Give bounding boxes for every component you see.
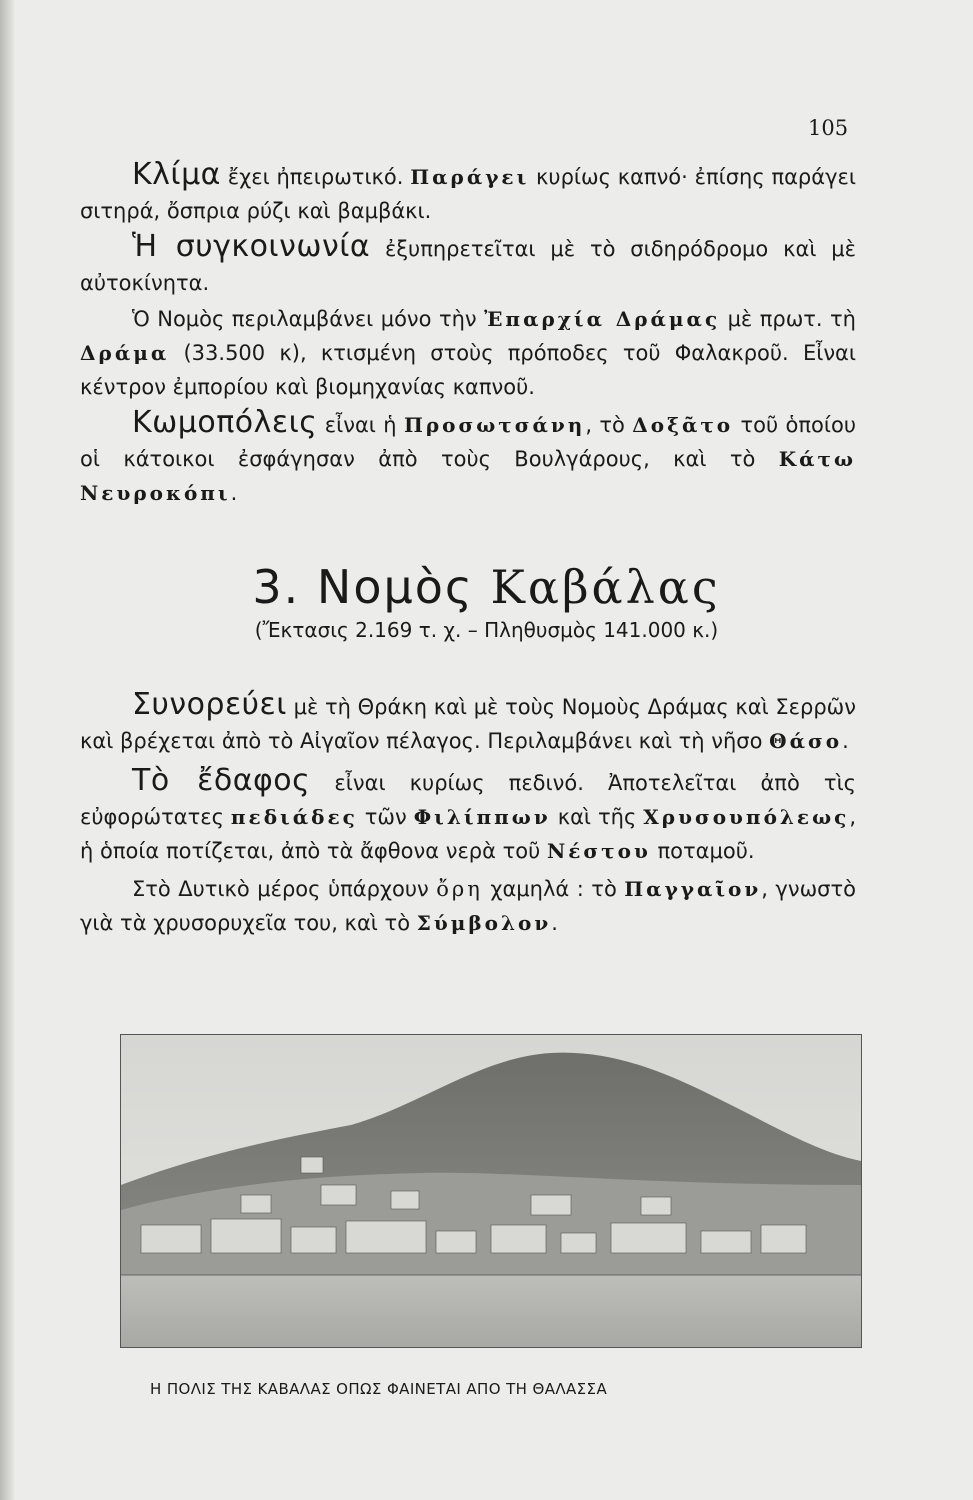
section-title-kavala: Καβάλας: [490, 560, 721, 614]
paragraph-climate: Κλίμα ἔχει ἠπειρωτικό. Παράγει κυρίως καπνό· ἐπίσης παράγει σιτηρά, ὄσπρια ρύζι καὶ βαμβάκι.: [80, 157, 856, 223]
section-number: 3.: [252, 560, 301, 614]
emph-drama: Δράμα: [80, 341, 170, 365]
emph-philippi: Φιλίππων: [413, 805, 551, 829]
paragraph-towns: Κωμοπόλεις εἶναι ἡ Προσωτσάνη, τὸ Δοξᾶτο τοῦ ὁποίου οἱ κάτοικοι ἐσφάγησαν ἀπὸ τοὺς Βουλγάρους, καὶ τὸ Κάτω Νευροκόπι.: [80, 405, 856, 505]
emph-plains: πεδιάδες: [230, 805, 358, 829]
text-block-lower: [80, 688, 856, 940]
emph-doxato: Δοξᾶτο: [632, 413, 734, 437]
emph-mountains: ὄρη: [436, 877, 483, 901]
emph-thasos: Θάσο: [769, 729, 843, 753]
photo-caption: Η ΠΟΛΙΣ ΤΗΣ ΚΑΒΑΛΑΣ ΟΠΩΣ ΦΑΙΝΕΤΑΙ ΑΠΟ ΤΗ ΘΑΛΑΣΣΑ: [150, 1380, 608, 1398]
text-block-upper: [80, 158, 856, 510]
emph-prosotsani: Προσωτσάνη: [403, 413, 586, 437]
emph-symvolon: Σύμβολον: [416, 911, 552, 935]
paragraph-borders: Συνορεύει μὲ τὴ Θράκη καὶ μὲ τοὺς Νομοὺς Δράμας καὶ Σερρῶν καὶ βρέχεται ἀπὸ τὸ Αἰγαῖον πέλαγος. Περιλαμβάνει καὶ τὴ νῆσο Θάσο.: [80, 687, 856, 753]
lead-terrain: Τὸ ἔδαφος: [132, 763, 311, 798]
emph-nestos: Νέστου: [546, 839, 651, 863]
section-title-nomos: Νομὸς: [316, 560, 474, 614]
page-number: 105: [808, 116, 849, 140]
lead-transport: Ἡ συγκοινωνία: [132, 229, 371, 264]
emph-kato-nevrokopi: Κάτω Νευροκόπι: [80, 447, 856, 505]
section-subtitle: (Ἔκτασις 2.169 τ. χ. – Πληθυσμὸς 141.000 κ.): [254, 618, 719, 642]
paragraph-transport: Ἡ συγκοινωνία ἐξυπηρετεῖται μὲ τὸ σιδηρόδρομο καὶ μὲ αὐτοκίνητα.: [80, 229, 856, 295]
lead-climate: Κλίμα: [132, 157, 221, 192]
emph-chrysoupoli: Χρυσουπόλεως: [643, 805, 850, 829]
paragraph-terrain: Τὸ ἔδαφος εἶναι κυρίως πεδινό. Ἀποτελεῖται ἀπὸ τὶς εὐφορώτατες πεδιάδες τῶν Φιλίππων καὶ τῆς Χρυσουπόλεως, ἡ ὁποία ποτίζεται, ἀπὸ τὰ ἄφθονα νερὰ τοῦ Νέστου ποταμοῦ.: [80, 763, 856, 863]
emph-produces: Παράγει: [410, 165, 530, 189]
paragraph-mountains: Στὸ Δυτικὸ μέρος ὑπάρχουν ὄρη χαμηλά : τὸ Παγγαῖον, γνωστὸ γιὰ τὰ χρυσορυχεῖα του, καὶ τὸ Σύμβολον.: [80, 877, 856, 935]
emph-province-drama: Ἐπαρχία Δράμας: [484, 307, 721, 331]
lead-towns: Κωμοπόλεις: [132, 405, 318, 440]
emph-pangaion: Παγγαῖον: [624, 877, 762, 901]
paragraph-province: Ὁ Νομὸς περιλαμβάνει μόνο τὴν Ἐπαρχία Δράμας μὲ πρωτ. τὴ Δράμα (33.500 κ), κτισμένη στοὺς πρόποδες τοῦ Φαλακροῦ. Εἶναι κέντρον ἐμπορίου καὶ βιομηχανίας καπνοῦ.: [80, 307, 856, 399]
lead-borders: Συνορεύει: [132, 687, 287, 722]
kavala-photo: [120, 1034, 862, 1348]
section-heading: [0, 560, 973, 614]
page-edge-shadow: [0, 0, 14, 1500]
